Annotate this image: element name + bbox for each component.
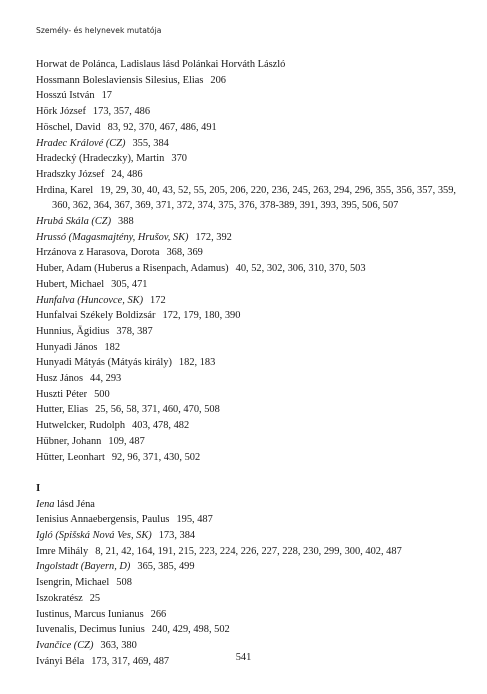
index-entry [36, 230, 456, 246]
index-entry [36, 183, 456, 214]
index-entry [36, 167, 456, 183]
page-references: 172 [150, 294, 166, 306]
person-name: Iszokratész [36, 592, 83, 604]
person-name: Hunnius, Ägidius [36, 325, 110, 337]
index-entry [36, 575, 456, 591]
person-name: Hutter, Elias [36, 404, 89, 416]
index-entry [36, 151, 456, 167]
page-references: 182 [104, 341, 121, 353]
place-name: Hunfalva (Huncovce, SK) [36, 294, 144, 306]
person-name: Iuvenalis, Decimus Iunius [36, 624, 145, 636]
page-references: 24, 486 [111, 168, 143, 180]
page-references: 206 [210, 74, 226, 86]
person-name: Hossmann Boleslaviensis Silesius, Elias [36, 74, 204, 86]
page-references: 172, 392 [195, 231, 232, 243]
person-name: Hubert, Michael [36, 278, 105, 290]
index-entry [36, 73, 456, 89]
person-name: Hütter, Leonhart [36, 451, 105, 463]
index-section-h [36, 57, 456, 465]
page-references: 182, 183 [178, 357, 216, 369]
page-references: 305, 471 [111, 278, 148, 290]
person-name: Iványi Béla [36, 655, 85, 667]
index-entry [36, 512, 456, 528]
person-name: Hunyadi Mátyás (Mátyás király) [36, 357, 172, 369]
page-references: 8, 21, 42, 164, 191, 215, 223, 224, 226, 227, 228, 230, 299, 300, 402, 487 [95, 545, 402, 557]
page-references: 172, 179, 180, 390 [162, 310, 241, 322]
index-entry [36, 622, 456, 638]
person-name: Isengrin, Michael [36, 577, 110, 589]
index-entry [36, 120, 456, 136]
index-entry [36, 371, 456, 387]
page-references: 173, 357, 486 [92, 106, 151, 118]
page-number: 541 [235, 652, 252, 663]
person-name: Hübner, Johann [36, 435, 102, 447]
page-references: 403, 478, 482 [132, 420, 190, 432]
person-name: Imre Mihály [36, 545, 89, 557]
page-references: 17 [101, 90, 112, 102]
page-references: 365, 385, 499 [137, 561, 195, 573]
page-references: 508 [116, 577, 132, 589]
index-entry [36, 559, 456, 575]
page-references: 19, 29, 30, 40, 43, 52, 55, 205, 206, 220, 236, 245, 263, 294, 296, 355, 356, 357, 359, 360, 362, 364, 367, 369, 371, 372, 374, 375, 376, 378-389, 391, 393, 395, 506, 507 [52, 184, 457, 212]
index-entry [36, 434, 456, 450]
index-entry [36, 340, 456, 356]
page-references: 25, 56, 58, 371, 460, 470, 508 [95, 404, 220, 416]
index-entry [36, 418, 456, 434]
index-entry [36, 497, 456, 513]
page-references: 388 [118, 216, 134, 228]
person-name: Hrdina, Karel [36, 184, 94, 196]
page-references: 195, 487 [176, 514, 213, 526]
index-entry [36, 324, 456, 340]
person-name: Hradecký (Hradeczky), Martin [36, 153, 165, 165]
person-name: Hrzánova z Harasova, Dorota [36, 247, 160, 259]
running-header: Személy- és helynevek mutatója [36, 26, 162, 35]
page-references: 92, 96, 371, 430, 502 [111, 451, 201, 463]
index-entry [36, 528, 456, 544]
page-references: 370 [171, 153, 187, 165]
place-name: Ingolstadt (Bayern, D) [36, 561, 131, 573]
page-references: 355, 384 [132, 137, 169, 149]
person-name: Hörk József [36, 106, 86, 118]
page-references: 368, 369 [166, 247, 203, 259]
person-name: Ienisius Annaebergensis, Paulus [36, 514, 170, 526]
person-name: Husz János [36, 373, 84, 385]
person-name: Hutwelcker, Rudolph [36, 420, 126, 432]
person-name: Hunyadi János [36, 341, 98, 353]
index-entry [36, 214, 456, 230]
index-entry [36, 402, 456, 418]
page-references: 500 [94, 388, 110, 400]
page-references: 44, 293 [90, 373, 122, 385]
place-name: Iena [36, 498, 55, 510]
section-letter: I [36, 481, 41, 494]
index-entry [36, 277, 456, 293]
place-name: Hrubá Skála (CZ) [36, 216, 112, 228]
index-entry [36, 136, 456, 152]
index-entry [36, 387, 456, 403]
page-references: 109, 487 [108, 435, 145, 447]
cross-reference: lásd Jéna [57, 498, 95, 510]
place-name: Ivančice (CZ) [36, 640, 94, 651]
person-name: Iustinus, Marcus Iunianus [36, 608, 144, 620]
index-entry [36, 57, 456, 73]
person-name: Huszti Péter [36, 388, 88, 400]
page-references: 25 [89, 592, 101, 604]
person-name: Hradszky József [36, 168, 105, 180]
person-name: Horwat de Polánca, Ladislaus lásd Polánkai Horváth László [36, 59, 286, 70]
index-entry [36, 88, 456, 104]
index-entry [36, 607, 456, 623]
page-references: 363, 380 [100, 640, 137, 651]
person-name: Höschel, David [36, 121, 101, 133]
index-entry [36, 544, 456, 560]
index-entry [36, 450, 456, 466]
place-name: Hrussó (Magasmajtény, Hrušov, SK) [36, 231, 189, 243]
person-name: Hosszú István [36, 90, 95, 102]
place-name: Igló (Spišská Nová Ves, SK) [36, 530, 152, 542]
index-entry [36, 245, 456, 261]
page-references: 173, 384 [158, 530, 196, 542]
index-entry [36, 591, 456, 607]
page-references: 378, 387 [116, 325, 153, 337]
person-name: Hunfalvai Székely Boldizsár [36, 310, 156, 322]
page-references: 240, 429, 498, 502 [151, 624, 230, 636]
page-references: 173, 317, 469, 487 [91, 655, 170, 667]
index-entry [36, 355, 456, 371]
page-references: 40, 52, 302, 306, 310, 370, 503 [235, 263, 366, 275]
index-entry [36, 293, 456, 309]
page-references: 83, 92, 370, 467, 486, 491 [107, 121, 217, 133]
place-name: Hradec Králové (CZ) [36, 137, 126, 149]
index-entry [36, 308, 456, 324]
person-name: Huber, Adam (Huberus a Risenpach, Adamus) [36, 263, 229, 275]
index-list [36, 57, 456, 669]
page-references: 266 [150, 608, 167, 620]
index-entry [36, 104, 456, 120]
index-entry [36, 261, 456, 277]
index-section-i [36, 497, 456, 670]
